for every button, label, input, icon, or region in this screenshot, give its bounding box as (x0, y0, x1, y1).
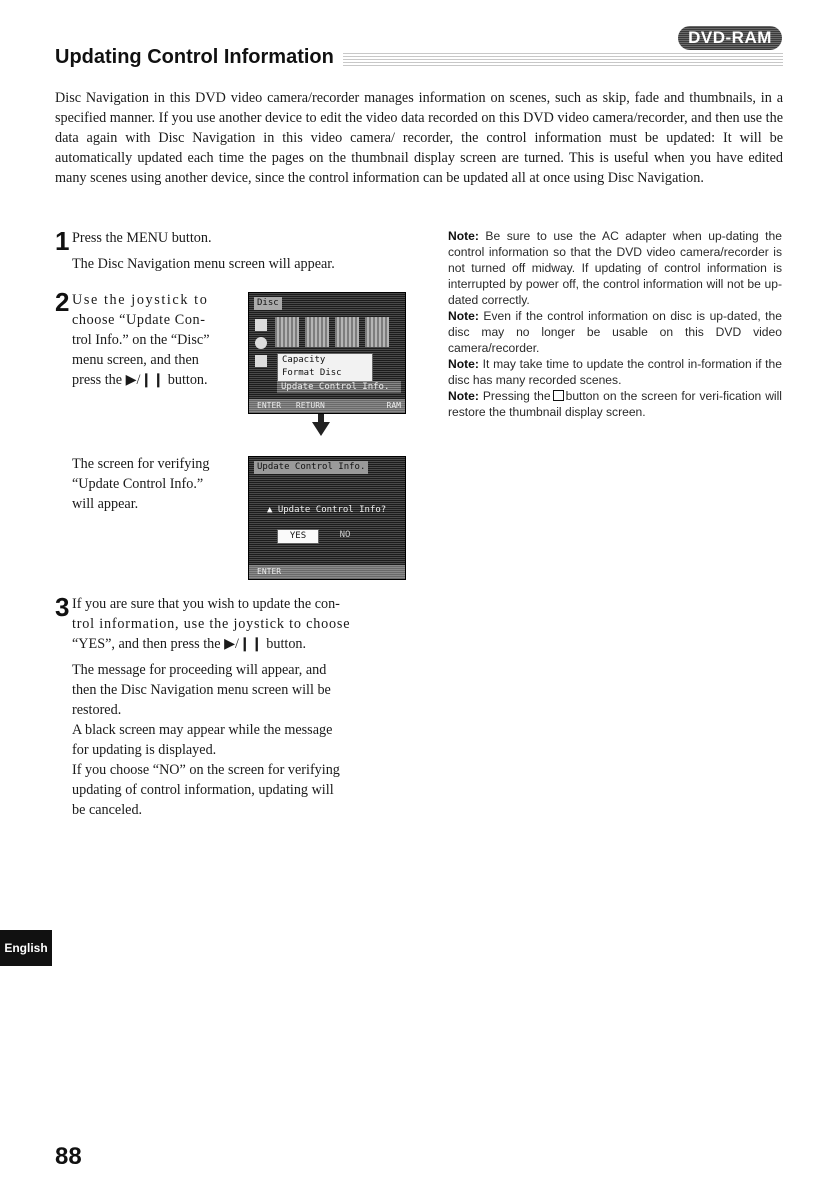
menu-item-capacity[interactable]: Capacity (282, 355, 326, 365)
enter-label: ENTER (257, 567, 282, 576)
dvd-ram-badge: DVD-RAM (678, 26, 782, 50)
menu-icon (255, 337, 267, 349)
result-line: The message for proceeding will appear, and (72, 662, 327, 678)
result-line: be canceled. (72, 802, 143, 818)
note-3 (448, 356, 782, 388)
step-2b-text (72, 454, 242, 514)
disc-menu-screen (248, 292, 406, 414)
step-1-result: The Disc Navigation menu screen will appear. (72, 256, 335, 272)
menu-item-format-disc[interactable]: Format Disc (282, 368, 342, 378)
result-line: for updating is displayed. (72, 742, 217, 758)
step-2-text (72, 290, 238, 390)
return-label: RETURN (295, 401, 325, 410)
thumbnail (275, 317, 299, 347)
note-1 (448, 228, 782, 308)
note-text: Even if the control information on disc is up-dated, the disc may no longer be usable on this DVD video camera/recorder. (448, 309, 782, 355)
note-2 (448, 308, 782, 356)
screen-bottom-bar (249, 399, 405, 413)
step-3-number: 3 (55, 592, 70, 622)
verify-screen-title: Update Control Info. (254, 461, 368, 474)
step-3-text (72, 594, 404, 654)
step-3-result (72, 660, 412, 820)
step-1-number: 1 (55, 226, 70, 256)
step-2b-line: will appear. (72, 496, 139, 512)
verify-question-text: Update Control Info? (277, 505, 387, 515)
verify-screen (248, 456, 406, 580)
disc-tab: Disc (254, 297, 282, 310)
submenu-box (277, 353, 373, 383)
step-1-text: Press the MENU button. (72, 230, 212, 246)
title-rule (343, 52, 783, 66)
page-title: Updating Control Information (55, 46, 334, 68)
language-tab: English (0, 930, 52, 966)
step-2b-line: The screen for verifying (72, 456, 210, 472)
thumbnail (335, 317, 359, 347)
step-2b-line: “Update Control Info.” (72, 476, 204, 492)
menu-item-update-control-info[interactable]: Update Control Info. (277, 381, 401, 393)
verify-question (267, 505, 386, 515)
menu-icon (255, 319, 267, 331)
no-button[interactable]: NO (339, 530, 351, 540)
ram-label: RAM (386, 401, 401, 410)
yes-button[interactable]: YES (277, 529, 319, 544)
step-2-line: trol Info.” on the “Disc” (72, 332, 210, 348)
result-line: A black screen may appear while the message (72, 722, 333, 738)
square-button-icon (553, 390, 564, 401)
result-line: If you choose “NO” on the screen for verifying (72, 762, 340, 778)
warning-icon: ▲ (267, 505, 273, 515)
result-line: updating of control information, updating will (72, 782, 334, 798)
step-2-line: Use the joystick to (72, 292, 209, 308)
step-2-number: 2 (55, 287, 70, 317)
note-4 (448, 388, 782, 420)
screen-bottom-bar (249, 565, 405, 579)
note-label: Note: (448, 389, 479, 403)
step-3-line: If you are sure that you wish to update the con- (72, 596, 340, 612)
result-line: restored. (72, 702, 122, 718)
note-label: Note: (448, 229, 479, 243)
note-text: It may take time to update the control in-formation if the disc has many recorded scenes. (448, 357, 782, 387)
thumbnail (365, 317, 389, 347)
step-2-line: menu screen, and then (72, 352, 199, 368)
step-2-line: choose “Update Con- (72, 312, 206, 328)
result-line: then the Disc Navigation menu screen will be (72, 682, 331, 698)
note-label: Note: (448, 309, 479, 323)
note-label: Note: (448, 357, 479, 371)
menu-icon (255, 355, 267, 367)
notes-column (448, 228, 782, 420)
step-2-line: press the ▶/❙❙ button. (72, 372, 208, 388)
arrow-down-icon (312, 422, 330, 436)
step-3-line: “YES”, and then press the ▶/❙❙ button. (72, 636, 307, 652)
step-3-line: trol information, use the joystick to choose (72, 616, 351, 632)
enter-label: ENTER (257, 401, 282, 410)
note-text: button on the screen for veri-fication will restore the thumbnail display screen. (448, 389, 782, 419)
thumbnail (305, 317, 329, 347)
intro-paragraph: Disc Navigation in this DVD video camera/recorder manages information on scenes, such as skip, fade and thumbnails, in a specified manner. If you use another device to edit the video data recorded on this DVD video camera/recorder, and then use the data again with Disc Navigation in this video camera/ recorder, the control information must be updated: It will be automatically updated each time the pages on the thumbnail display screen are turned. This is useful when you have edited many scenes using another device, since the control information can be updated all at once using Disc Navigation. (55, 90, 783, 186)
page-number: 88 (55, 1143, 82, 1170)
note-text: Be sure to use the AC adapter when up-dating the control information so that the DVD video camera/recorder is not turned off midway. If updating of control information is interrupted by power off, the control information will not be up-dated correctly. (448, 229, 782, 307)
note-text: Pressing the (482, 389, 551, 403)
